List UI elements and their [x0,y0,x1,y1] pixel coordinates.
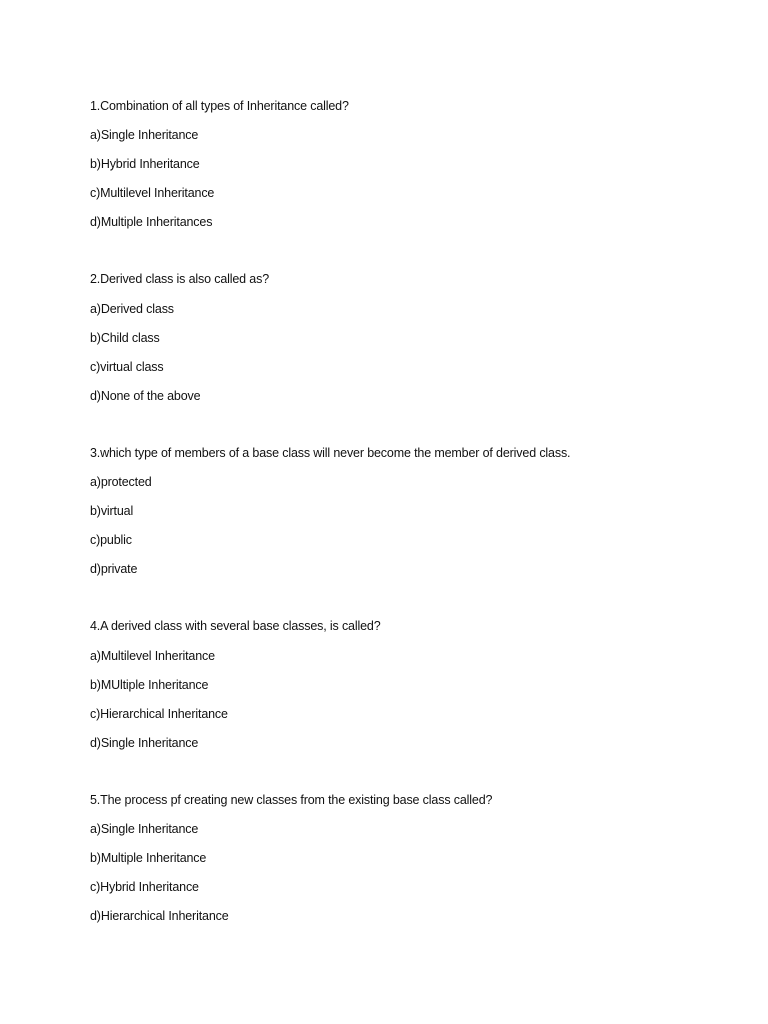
question-1 [90,92,730,237]
option-d: d)None of the above [90,388,201,403]
option-a: a)Single Inheritance [90,128,199,143]
question-4 [90,612,730,757]
option-b: b)virtual [90,504,134,519]
question-text: 4.A derived class with several base classes, is called? [90,619,381,634]
option-c: c)Hybrid Inheritance [90,880,199,895]
question-3 [90,439,730,584]
question-text: 1.Combination of all types of Inheritance called? [90,99,349,113]
option-b: b)Child class [90,330,160,345]
question-2 [90,265,730,410]
option-c: c)virtual class [90,359,164,374]
question-list [90,92,730,959]
question-text: 5.The process pf creating new classes from the existing base class called? [90,792,493,807]
option-d: d)Multiple Inheritances [90,215,213,230]
option-d: d)private [90,562,138,577]
option-a: a)protected [90,475,152,490]
option-b: b)Hybrid Inheritance [90,157,200,172]
option-c: c)Hierarchical Inheritance [90,706,228,721]
option-d: d)Single Inheritance [90,735,199,750]
option-c: c)public [90,533,132,548]
question-text: 2.Derived class is also called as? [90,272,270,287]
option-b: b)Multiple Inheritance [90,851,207,866]
option-a: a)Single Inheritance [90,821,199,836]
option-c: c)Multilevel Inheritance [90,186,215,201]
question-text: 3.which type of members of a base class will never become the member of derived class. [90,445,571,460]
option-b: b)MUltiple Inheritance [90,677,209,692]
option-a: a)Derived class [90,301,174,316]
option-a: a)Multilevel Inheritance [90,648,215,663]
question-5 [90,786,730,931]
option-d: d)Hierarchical Inheritance [90,909,229,924]
